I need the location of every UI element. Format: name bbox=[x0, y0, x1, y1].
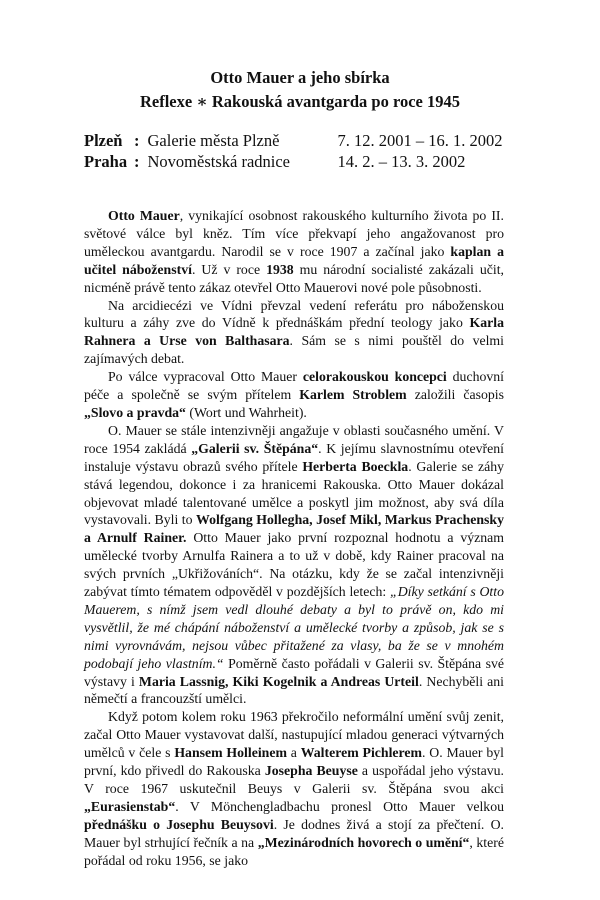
paragraph bbox=[84, 207, 504, 297]
text-run: Na arcidiecézi ve Vídni převzal vedení referátu pro náboženskou kulturu a záhy zve do Vídně k přednáškám přední teology jako bbox=[84, 297, 504, 331]
text-run: Po válce vypracoval Otto Mauer bbox=[108, 369, 303, 385]
quote-text: „Díky setkání s Otto Mauerem, s nímž jsem vedl dlouhé debaty a byl to právě on, kdo mi vysvětlil, že mé chápání náboženství a umělecké tvorby a způsob, jak se s nimi vyrovnávám, nejsou vůbec přitažené za vlasy, ba že se v mnohém podobají jeho vlastním.“ bbox=[84, 584, 504, 671]
text-run: . K jejímu slavnostnímu otevření instaluje výstavu obrazů svého přítele bbox=[84, 440, 504, 474]
text-run: . Nechyběli ani němečtí a francouzští umělci. bbox=[84, 673, 504, 707]
paragraph bbox=[84, 422, 504, 709]
bold-text: Hansem Holleinem bbox=[174, 745, 287, 761]
venue-list bbox=[84, 130, 503, 172]
text-run: (Wort und Wahrheit). bbox=[185, 404, 307, 420]
bold-text: Josepha Beuyse bbox=[264, 763, 358, 779]
venue-city: Praha bbox=[84, 152, 128, 171]
venue-dates: 14. 2. – 13. 3. 2002 bbox=[337, 152, 466, 171]
venue-place: Galerie města Plzně bbox=[147, 131, 280, 150]
text-run: Poměrně často pořádali v Galerii sv. Štěpána své výstavy i bbox=[84, 655, 505, 689]
bold-text: Karla Rahnera a Urse von Balthasara bbox=[84, 315, 504, 349]
paragraph bbox=[84, 368, 504, 422]
text-run: , které pořádal od roku 1956, se jako bbox=[84, 834, 504, 868]
text-run: . Je dodnes živá a stojí za přečtení. O. Mauer byl strhující řečník a na bbox=[84, 816, 504, 850]
document-title: Otto Mauer a jeho sbírka bbox=[210, 68, 390, 87]
text-run: mu národní socialisté zakázali učit, nicméně právě tento zákaz otevřel Otto Mauerovi nové pole působnosti. bbox=[84, 261, 505, 295]
paragraph bbox=[84, 708, 504, 869]
bold-text: kaplan a učitel náboženství bbox=[84, 243, 505, 277]
text-run: . Galerie se záhy stává legendou, dokonce i za hranicemi Rakouska. Otto Mauer dokázal objevovat mladé talentované umělce a poskytl jim možnost, aby svá díla vystavovali. Byli to bbox=[84, 458, 504, 528]
bold-text: Walterem Pichlerem bbox=[300, 745, 423, 761]
bold-text: Wolfgang Hollegha, Josef Mikl, Markus Prachensky a Arnulf Rainer. bbox=[84, 512, 504, 546]
venue-dates: 7. 12. 2001 – 16. 1. 2002 bbox=[337, 131, 503, 150]
text-run: O. Mauer se stále intenzivněji angažuje v oblasti současného umění. V roce 1954 zakládá bbox=[84, 422, 504, 456]
bold-text: Herberta Boeckla bbox=[302, 458, 409, 474]
bold-text: „Slovo a pravda“ bbox=[84, 404, 186, 420]
bold-text: Maria Lassnig, Kiki Kogelnik a Andreas Urteil bbox=[138, 673, 419, 689]
venue-colon: : bbox=[134, 152, 140, 171]
text-run: založili časopis bbox=[406, 387, 504, 403]
bold-text: „Mezinárodních hovorech o umění“ bbox=[257, 834, 470, 850]
bold-text: celorakouskou koncepci bbox=[302, 369, 447, 385]
text-run: . Sám se s nimi pouštěl do velmi zajímavých debat. bbox=[84, 333, 504, 367]
venue-row-plzen bbox=[84, 130, 503, 151]
text-run: a uspořádal jeho výstavu. V roce 1967 uskutečnil Beuys v Galerii sv. Štěpána svou akci bbox=[84, 763, 505, 796]
bold-text: „Galerii sv. Štěpána“ bbox=[191, 440, 319, 456]
venue-place: Novoměstská radnice bbox=[147, 152, 290, 171]
text-run: . Už v roce bbox=[191, 261, 267, 277]
article-body bbox=[84, 207, 504, 870]
document-subtitle: Reflexe ∗ Rakouská avantgarda po roce 1945 bbox=[139, 92, 460, 111]
bold-text: přednášku o Josephu Beuysovi bbox=[84, 816, 274, 832]
text-run: duchovní péče a společně se svým přítelem bbox=[84, 369, 505, 403]
text-run: Otto Mauer jako první rozpoznal hodnotu a význam umělecké tvorby Arnulfa Rainera a to už v době, kdy Rainer pracoval na svých prvních „Ukřižováních“. Na otázku, kdy že se začal intenzivněji zabývat tímto tématem odpověděl v pozdějších letech: bbox=[84, 530, 505, 600]
venue-row-praha bbox=[84, 151, 503, 172]
text-run: . V Mönchengladbachu pronesl Otto Mauer velkou bbox=[175, 798, 504, 814]
venue-colon: : bbox=[134, 131, 140, 150]
bold-text: 1938 bbox=[266, 261, 294, 277]
bold-text: Karlem Stroblem bbox=[299, 387, 407, 403]
text-run: Když potom kolem roku 1963 překročilo neformální umění svůj zenit, začal Otto Mauer vystavovat další, nastupující mladou generaci výtvarných umělců v čele s bbox=[84, 709, 504, 761]
bold-text: Otto Mauer bbox=[108, 208, 180, 223]
venue-city: Plzeň bbox=[84, 131, 123, 150]
text-run: . O. Mauer byl první, kdo přivedl do Rakouska bbox=[84, 745, 504, 779]
paragraph bbox=[84, 297, 504, 369]
text-run: , vynikající osobnost rakouského kulturního života po II. světové válce byl kněz. Tím více překvapí jeho angažovanost pro uměleckou avantgardu. Narodil se v roce 1907 a začínal jako bbox=[84, 208, 504, 259]
text-run: a bbox=[286, 745, 301, 761]
bold-text: „Eurasienstab“ bbox=[84, 798, 176, 814]
